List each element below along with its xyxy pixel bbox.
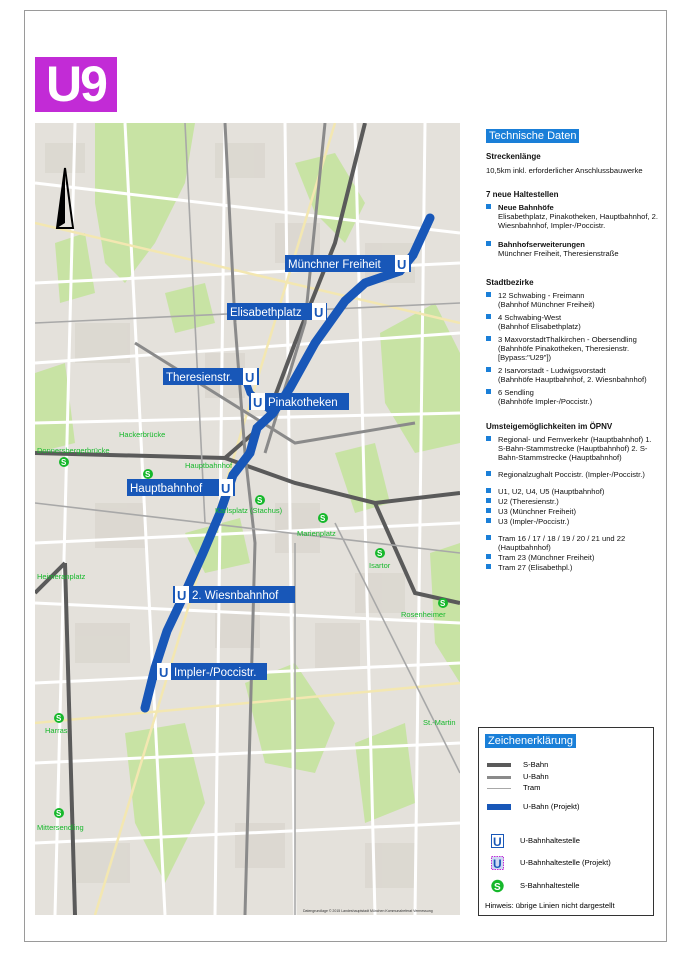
sbahn-label-st-martin: St.-Martin: [423, 718, 456, 727]
legend-sbahn: S-Bahn: [487, 760, 548, 769]
svg-text:Hauptbahnhof: Hauptbahnhof: [130, 483, 203, 495]
transfer-item: Tram 23 (Münchner Freiheit): [486, 553, 658, 562]
district-name: 12 Schwabing - Freimann: [498, 291, 585, 300]
new-stations-text: Elisabethplatz, Pinakotheken, Hauptbahnhof, 2. Wiesnbahnhof, Impler-/Poccistr.: [498, 212, 659, 230]
svg-text:S: S: [377, 549, 383, 558]
bullet-icon: [486, 336, 491, 341]
legend-tram: Tram: [487, 783, 540, 792]
svg-text:S: S: [145, 470, 151, 479]
svg-text:U: U: [177, 588, 187, 603]
legend-u-station-project: U U-Bahnhaltestelle (Projekt): [493, 857, 611, 870]
district-name: 4 Schwabing-West: [498, 313, 562, 322]
svg-text:U: U: [493, 857, 502, 870]
bullet-icon: [486, 518, 491, 523]
bullet-icon: [486, 204, 491, 209]
svg-text:S: S: [56, 714, 62, 723]
district-item: [486, 366, 658, 384]
sbahn-line-icon: [487, 763, 511, 767]
city-map[interactable]: [35, 123, 460, 915]
transfer-item: Tram 16 / 17 / 18 / 19 / 20 / 21 und 22 (Hauptbahnhof): [486, 534, 658, 552]
station-impler-poccistr[interactable]: [155, 663, 267, 680]
new-stations-item: [486, 203, 658, 230]
district-name: 3 MaxvorstadtThalkirchen - Obersendling: [498, 335, 637, 344]
bullet-icon: [486, 488, 491, 493]
station-theresienstr[interactable]: [163, 368, 259, 385]
legend-ubahn: U-Bahn: [487, 772, 549, 781]
transfer-item: U3 (Impler-/Poccistr.): [486, 517, 658, 526]
sbahn-label-marienplatz: Marienplatz: [297, 529, 336, 538]
extensions-text: Münchner Freiheit, Theresienstraße: [498, 249, 619, 258]
stops-section: [486, 190, 658, 258]
station-2-wiesnbahnhof[interactable]: [173, 586, 295, 603]
bullet-icon: [486, 314, 491, 319]
bullet-icon: [486, 471, 491, 476]
svg-text:S: S: [320, 514, 326, 523]
district-stations: (Bahnhof Elisabethplatz): [498, 322, 581, 331]
station-muenchner-freiheit[interactable]: [285, 255, 411, 272]
tech-data-panel: [478, 123, 658, 603]
district-name: 6 Sendling: [498, 388, 534, 397]
transfer-item: U2 (Theresienstr.): [486, 497, 658, 506]
bullet-icon: [486, 436, 491, 441]
svg-text:Elisabethplatz: Elisabethplatz: [230, 307, 302, 319]
districts-section: [486, 278, 658, 406]
district-name: 2 Isarvorstadt - Ludwigsvorstadt: [498, 366, 606, 375]
svg-text:U: U: [245, 370, 255, 385]
svg-text:S: S: [56, 809, 62, 818]
svg-text:U: U: [397, 257, 407, 272]
legend-ubahn-project: U-Bahn (Projekt): [487, 802, 580, 811]
svg-text:Pinakotheken: Pinakotheken: [268, 397, 338, 409]
sbahn-label-rosenheimer: Rosenheimer: [401, 610, 446, 619]
svg-text:U: U: [493, 835, 502, 848]
station-hauptbahnhof[interactable]: [127, 479, 235, 496]
map-copyright: Datengrundlage © 2015 Landeshauptstadt München Kommunalreferat Vermessung: [303, 909, 433, 913]
bullet-icon: [486, 535, 491, 540]
sbahn-label-heimeranplatz: Heimeranplatz: [37, 572, 86, 581]
u-station-project-icon: [491, 856, 504, 870]
svg-text:U: U: [221, 481, 231, 496]
sbahn-label-hackerbruecke: Hackerbrücke: [119, 430, 166, 439]
bullet-icon: [486, 554, 491, 559]
svg-text:U: U: [314, 305, 324, 320]
sbahn-label-mittersendling: Mittersendling: [37, 823, 84, 832]
map-legend: [478, 727, 654, 916]
line-logo: U9: [35, 57, 117, 112]
bullet-icon: [486, 292, 491, 297]
svg-text:Theresienstr.: Theresienstr.: [166, 372, 233, 384]
district-stations: (Bahnhöfe Pinakotheken, Theresienstr. [Bypass:"U29"]): [498, 344, 630, 362]
legend-s-station: S S-Bahnhaltestelle: [487, 879, 580, 893]
svg-text:S: S: [440, 599, 446, 608]
sbahn-label-harras: Harras: [45, 726, 68, 735]
stops-heading: 7 neue Haltestellen: [486, 190, 559, 199]
svg-text:S: S: [494, 882, 501, 893]
district-item: [486, 388, 658, 406]
bullet-icon: [486, 508, 491, 513]
u-station-icon: [491, 834, 504, 848]
ubahn-line-icon: [487, 776, 511, 779]
district-item: [486, 313, 658, 331]
sbahn-label-karlsplatz: Karlsplatz (Stachus): [215, 506, 283, 515]
transfer-item: Regionalzughalt Poccistr. (Impler-/Poccistr.): [486, 470, 658, 479]
transfer-section: [486, 422, 658, 572]
svg-text:Impler-/Poccistr.: Impler-/Poccistr.: [174, 667, 257, 679]
district-stations: (Bahnhöfe Hauptbahnhof, 2. Wiesnbahnhof): [498, 375, 647, 384]
extensions-label: Bahnhofserweiterungen: [498, 240, 585, 249]
length-text: 10,5km inkl. erforderlicher Anschlussbauwerke: [486, 166, 643, 175]
svg-text:S: S: [61, 458, 67, 467]
svg-text:S: S: [257, 496, 263, 505]
transfer-item: U3 (Münchner Freiheit): [486, 507, 658, 516]
ubahn-project-line-icon: [487, 804, 511, 810]
station-elisabethplatz[interactable]: [227, 303, 327, 320]
svg-text:2. Wiesnbahnhof: 2. Wiesnbahnhof: [192, 590, 279, 602]
new-stations-label: Neue Bahnhöfe: [498, 203, 554, 212]
svg-text:Münchner Freiheit: Münchner Freiheit: [288, 259, 381, 271]
sbahn-label-hauptbahnhof: Hauptbahnhof: [185, 461, 233, 470]
sbahn-label-isartor: Isartor: [369, 561, 391, 570]
legend-hint: Hinweis: übrige Linien nicht dargestellt: [485, 901, 615, 910]
transfer-item: Tram 27 (Elisabethpl.): [486, 563, 658, 572]
sbahn-label-donnersbergerbruecke: Donnersbergerbrücke: [37, 446, 110, 455]
transfer-item: Regional- und Fernverkehr (Hauptbahnhof) 1. S-Bahn-Stammstrecke (Hauptbahnhof) 2. S-Bahn-Stammstrecke (Hauptbahnhof): [486, 435, 658, 462]
districts-heading: Stadtbezirke: [486, 278, 534, 287]
s-station-icon: [491, 879, 504, 893]
length-section: [486, 152, 658, 176]
map-svg: [35, 123, 460, 915]
legend-title: Zeichenerklärung: [485, 734, 576, 748]
tram-line-icon: [487, 788, 511, 789]
bullet-icon: [486, 564, 491, 569]
district-stations: (Bahnhof Münchner Freiheit): [498, 300, 595, 309]
svg-text:U: U: [159, 665, 169, 680]
district-item: [486, 291, 658, 309]
tech-data-title: Technische Daten: [486, 129, 579, 143]
district-stations: (Bahnhöfe Impler-/Poccistr.): [498, 397, 593, 406]
length-heading: Streckenlänge: [486, 152, 541, 161]
bullet-icon: [486, 498, 491, 503]
extensions-item: [486, 240, 658, 258]
district-item: [486, 335, 658, 362]
svg-text:U: U: [253, 395, 263, 410]
transfer-item: U1, U2, U4, U5 (Hauptbahnhof): [486, 487, 658, 496]
bullet-icon: [486, 241, 491, 246]
legend-u-station: U U-Bahnhaltestelle: [493, 835, 580, 848]
transfer-heading: Umsteigemöglichkeiten im ÖPNV: [486, 422, 613, 431]
bullet-icon: [486, 367, 491, 372]
bullet-icon: [486, 389, 491, 394]
station-pinakotheken[interactable]: [249, 393, 349, 410]
